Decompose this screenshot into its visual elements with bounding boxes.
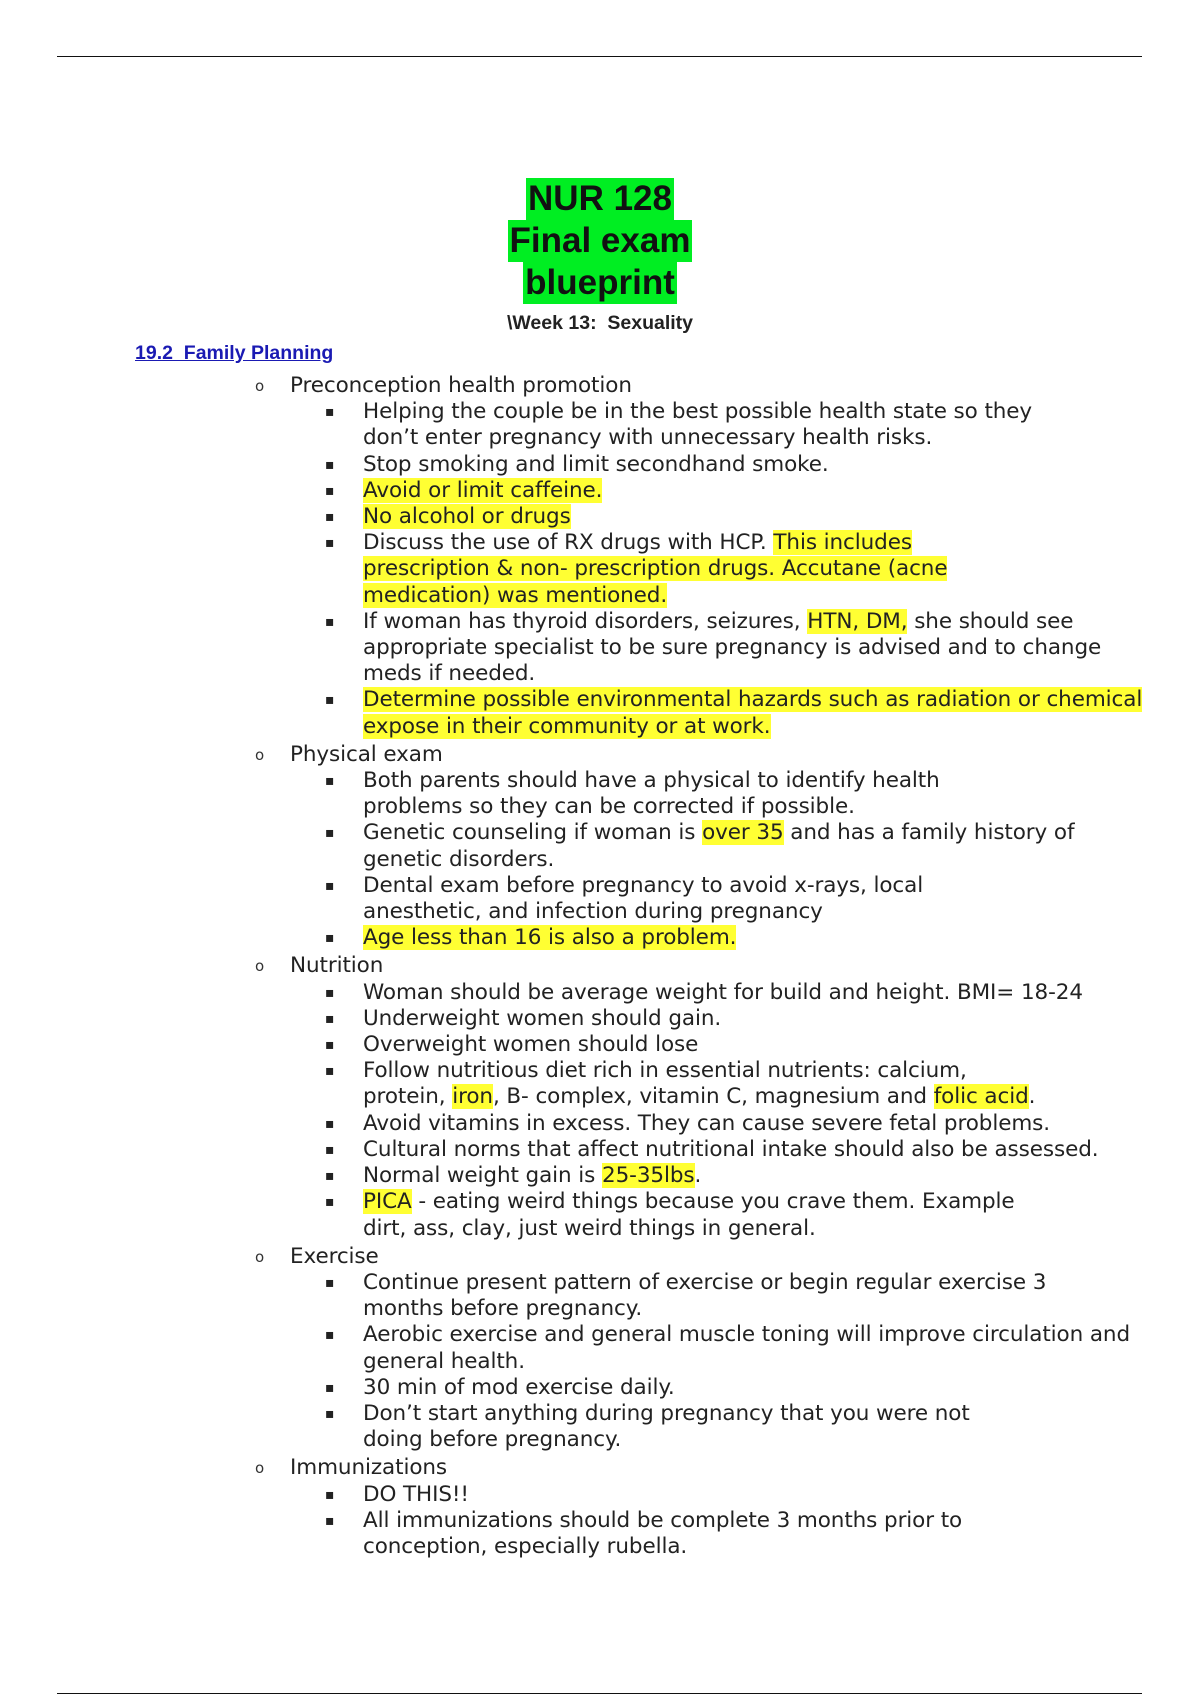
bullet-marker: ▪ [325,825,335,842]
bullet-text: and has a family history of genetic disorders. [363,820,1075,872]
bullet-text: Avoid vitamins in excess. They can cause severe fetal problems. [363,1110,1051,1136]
footer-rule [57,1693,1142,1694]
list-item [325,1032,1183,1058]
highlighted-text: 25-35lbs [602,1163,695,1189]
highlighted-text: This includes prescription & non- prescription drugs. Accutane (acne medication) was mentioned. [363,530,948,608]
bullet-marker: ▪ [325,509,335,526]
bullet-text: If woman has thyroid disorders, seizures, [363,608,808,634]
bullet-marker: ▪ [325,1037,335,1054]
topic-label: Immunizations [290,1455,448,1481]
topic-immunizations [0,1455,1200,1560]
list-item [325,1481,1183,1508]
list-item [325,451,1183,478]
list-item [325,530,983,609]
highlighted-text: folic acid [933,1084,1029,1110]
list-item [325,1322,1193,1374]
topic-label: Exercise [290,1243,379,1269]
bullet-marker: ▪ [325,930,335,947]
bullet-list [290,980,1200,1242]
topic-marker: o [255,1247,265,1266]
bullet-text: Stop smoking and limit secondhand smoke. [363,451,829,477]
list-item [325,1507,1013,1560]
title-line-blueprint: blueprint [525,263,675,302]
bullet-marker: ▪ [325,1512,335,1529]
bullet-text: Dental exam before pregnancy to avoid x-rays, local anesthetic, and infection during pregnancy [363,872,924,925]
bullet-marker: ▪ [325,1405,335,1422]
bullet-marker: ▪ [325,1141,335,1158]
bullet-marker: ▪ [325,984,335,1001]
topic-marker: o [255,377,265,395]
bullet-text: Discuss the use of RX drugs with HCP. [363,530,774,556]
list-item [325,1374,1183,1401]
topic-label: Nutrition [290,953,384,979]
list-item [325,1005,1183,1032]
bullet-text: Don’t start anything during pregnancy that you were not doing before pregnancy. [363,1400,970,1453]
header-rule [57,56,1142,57]
list-item [325,820,1103,872]
bullet-marker: ▪ [325,877,335,894]
bullet-marker: ▪ [325,482,335,499]
bullet-marker: ▪ [325,1194,335,1211]
bullet-marker: ▪ [325,1274,335,1291]
bullet-marker: ▪ [325,1010,335,1027]
list-item [325,1269,1063,1322]
bullet-marker: ▪ [325,1379,335,1396]
list-item [325,1189,1063,1241]
list-item [325,925,1183,951]
topic-label: Physical exam [290,741,443,767]
bullet-text: Woman should be average weight for build and height. BMI= 18-24 [363,979,1083,1005]
highlighted-text: HTN, DM, [807,608,908,634]
list-item [325,1110,1183,1137]
bullet-text: 30 min of mod exercise daily. [363,1374,675,1400]
bullet-text: Helping the couple be in the best possible health state so they don’t enter pregnancy with unnecessary health risks. [363,399,1033,451]
topic-exercise [0,1244,1200,1454]
list-item [325,477,1183,504]
bullet-marker: ▪ [325,1327,335,1344]
highlighted-text: Avoid or limit caffeine. [363,477,603,503]
list-item [325,1058,1053,1110]
bullet-text: DO THIS!! [363,1481,469,1507]
bullet-list [290,768,1200,951]
highlighted-text: PICA [363,1189,412,1215]
bullet-text: . [694,1163,702,1189]
list-item [325,1163,1183,1189]
bullet-list [290,1270,1200,1453]
bullet-text: , B- complex, vitamin C, magnesium and [492,1084,934,1110]
highlighted-text: over 35 [702,820,784,846]
list-item [325,1400,1023,1453]
bullet-text: Continue present pattern of exercise or begin regular exercise 3 months before pregnancy. [363,1269,1047,1322]
section-link-family-planning[interactable]: 19.2 Family Planning [135,342,334,364]
bullet-text: Both parents should have a physical to identify health problems so they can be corrected if possible. [363,768,940,820]
bullet-list [290,1482,1200,1561]
list-item [325,687,1193,739]
topic-marker: o [255,957,265,976]
bullet-text: Cultural norms that affect nutritional intake should also be assessed. [363,1136,1099,1162]
list-item [325,504,1183,530]
highlighted-text: iron [452,1084,493,1110]
bullet-marker: ▪ [325,1168,335,1185]
list-item [325,979,1183,1006]
bullet-list [290,399,1200,740]
list-item [325,768,973,820]
bullet-text: - eating weird things because you crave them. Example dirt, ass, clay, just weird things in general. [363,1189,1015,1241]
topic-nutrition [0,953,1200,1241]
bullet-marker: ▪ [325,773,335,790]
bullet-text: Underweight women should gain. [363,1005,722,1031]
bullet-text: Genetic counseling if woman is [363,820,703,846]
topic-marker: o [255,1459,265,1478]
topic-marker: o [255,745,265,764]
topic-label: Preconception health promotion [290,373,632,398]
list-item [325,399,1063,451]
title-line-course: NUR 128 [528,179,672,218]
week-heading: \Week 13: Sexuality [506,312,694,334]
bullet-text: Follow nutritious diet rich in essential nutrients: calcium, protein, [363,1058,967,1110]
bullet-text: she should see appropriate specialist to be sure pregnancy is advised and to change meds if needed. [363,608,1102,687]
highlighted-text: Age less than 16 is also a problem. [363,925,737,951]
title-line-exam: Final exam [509,221,691,260]
bullet-marker: ▪ [325,692,335,709]
bullet-text: All immunizations should be complete 3 months prior to conception, especially rubella. [363,1507,963,1559]
list-item [325,1136,1193,1163]
list-item [325,608,1103,688]
highlighted-text: No alcohol or drugs [363,504,571,530]
bullet-marker: ▪ [325,535,335,552]
bullet-text: Normal weight gain is [363,1163,603,1189]
bullet-marker: ▪ [325,1063,335,1080]
list-item [325,872,973,925]
topic-preconception [0,373,1200,740]
document-title [0,178,1200,304]
bullet-marker: ▪ [325,1486,335,1503]
bullet-marker: ▪ [325,404,335,421]
bullet-text: Overweight women should lose [363,1032,699,1058]
outline [0,371,1200,1560]
bullet-marker: ▪ [325,456,335,473]
bullet-text: Aerobic exercise and general muscle toning will improve circulation and general health. [363,1322,1131,1374]
highlighted-text: Determine possible environmental hazards such as radiation or chemical expose in their community or at work. [363,687,1143,739]
bullet-marker: ▪ [325,1115,335,1132]
bullet-text: . [1028,1084,1036,1110]
bullet-marker: ▪ [325,613,335,630]
topic-physical-exam [0,742,1200,952]
